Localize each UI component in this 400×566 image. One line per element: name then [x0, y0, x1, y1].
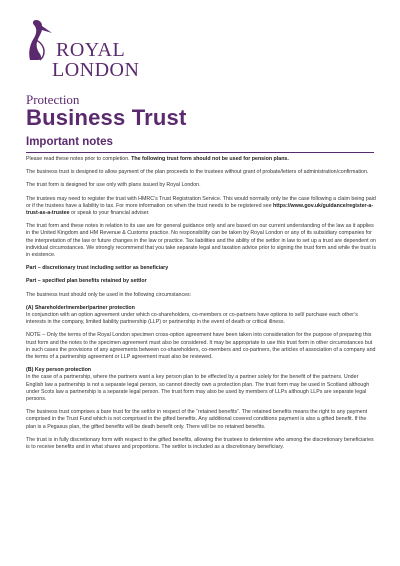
section-title: Important notes: [26, 136, 113, 148]
page-title: Business Trust: [26, 105, 187, 130]
section-a-paragraph-2: NOTE – Only the terms of the Royal London specimen cross-option agreement have been taken into consideration for the purpose of preparing this trust form and the notes to the specimen agreement must also be considered. It may be appropriate to use this trust form in other circumstances but in such cases the provisions of any agreements between co-shareholders, co-members and co-partners, the articles of association of a company and the terms of a partnership agreement or LLP agreement must also be reviewed.: [26, 332, 376, 361]
logo-wordmark-royal: ROYAL: [56, 39, 126, 61]
intro-paragraph-2: The business trust is designed to allow payment of the plan proceeds to the trustees without grant of probate/letters of administration/confirmation.: [26, 169, 369, 176]
royal-london-logo: [24, 16, 140, 96]
part-heading-specified: Part – specified plan benefits retained by settlor: [26, 278, 147, 285]
section-a-paragraph-1: In conjunction with an option agreement under which co-shareholders, co-members or co-partners have options to sell/ purchase each other’s interests in the company, limited liability partnership (LLP) or partnership in the event of death or critical illness.: [26, 312, 358, 326]
section-b-heading: (B) Key person protection: [26, 367, 92, 374]
intro-paragraph-5: The trust form and these notes in relation to its use are for general guidance only and are based on our current understanding of the law as it applies in the United Kingdom and HM Revenue & Customs practice. No responsibility can be taken by Royal London or any of its subsidiary companies for the interpretation of the law or future changes in the law or practice. Tax liabilities and the ability of the settlor in law to set up a trust are dependent on individual circumstances. We strongly recommend that you take separate legal and taxation advice prior to signing the trust form and while the trust is in existence.: [26, 223, 376, 259]
intro-paragraph-4: The trustees may need to register the trust with HMRC’s Trust Registration Service. This would normally only be the case following a claim being paid or if the trustees have a liability to tax. For more information on when the trust needs to be registered see https://www.gov.uk/guidance/register-a-trust-as-a-trustee or speak to your financial adviser.: [26, 195, 376, 217]
product-line-label: Protection: [26, 92, 80, 107]
trust-registration-link[interactable]: https://www.gov.uk/guidance/register-a-trust-as-a-trustee: [26, 202, 374, 217]
section-b-paragraph-2: The business trust comprises a bare trust for the settlor in respect of the “retained benefits”. The retained benefits means the right to any payment comprised in the Trust Fund which is not comprised in the gifted benefits. Any additional covered conditions payment is also a gifted benefit. If the plan is a Pegasus plan, the gifted benefits will be death benefit only. There will be no retained benefits.: [26, 409, 368, 430]
intro-paragraph-1: Please read these notes prior to completion. The following trust form should not be used for pension plans.: [26, 156, 289, 162]
part-heading-discretionary: Part – discretionary trust including settlor as beneficiary: [26, 265, 169, 272]
pelican-icon: [24, 16, 56, 62]
intro-paragraph-3: The trust form is designed for use only with plans issued by Royal London.: [26, 182, 201, 189]
circumstances-lead: The business trust should only be used in the following circumstances:: [26, 291, 192, 298]
notes-body: [26, 156, 376, 457]
logo-wordmark-london: LONDON: [52, 59, 140, 81]
title-divider: [26, 152, 374, 153]
section-a-heading: (A) Shareholder/member/partner protection: [26, 304, 135, 311]
section-b-paragraph-3: The trust is in fully discretionary form with respect to the gifted benefits, allowing the trustees to determine who among the discretionary beneficiaries is to receive benefits and in what shares and proportions. The settlor is included as a discretionary beneficiary.: [26, 436, 374, 451]
section-b-paragraph-1: In the case of a partnership, where the partners want a key person plan to be effected by a partner solely for the benefit of the partners. Under English law a partnership is not a separate legal person, so cannot directly own a protection plan. The trust form may be used in Scotland although under Scots law a partnership is a separate legal person. The trust form may also be used by members of LLPs although LLPs are separate legal persons.: [26, 374, 370, 403]
